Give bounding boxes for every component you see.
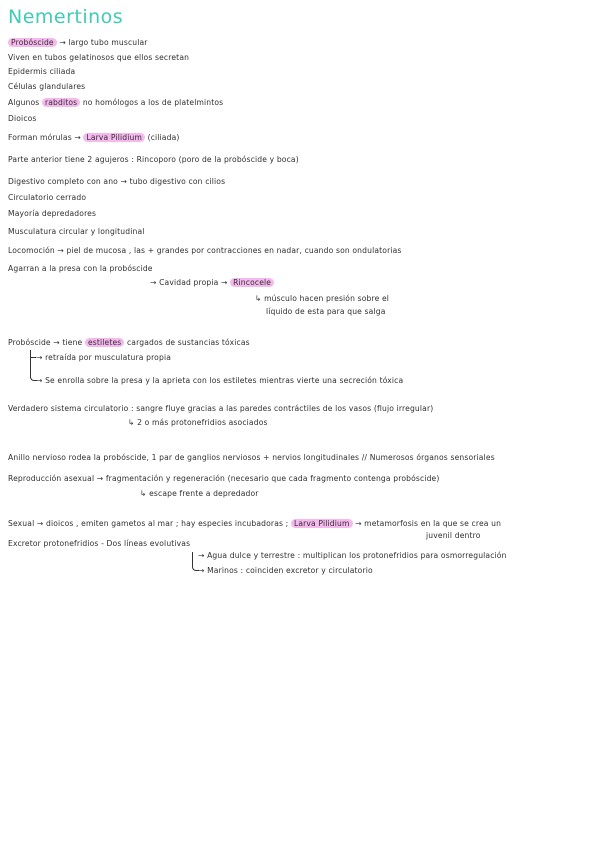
note-line: ↳ 2 o más protonefridios asociados (128, 418, 268, 427)
note-line: Mayoría depredadores (8, 209, 97, 218)
note-line (8, 338, 250, 348)
note-line: Locomoción → piel de mucosa , las + grandes por contracciones en nadar, cuando son ondulatorias (8, 246, 402, 255)
note-line (8, 519, 501, 529)
page-title: Nemertinos (8, 6, 124, 28)
note-line: Agarran a la presa con la probóscide (8, 264, 153, 273)
note-line: juvenil dentro (426, 531, 481, 540)
note-text: → largo tubo muscular (56, 38, 148, 47)
note-text: Sexual → dioicos , emiten gametos al mar ; hay especies incubadoras ; (8, 519, 291, 528)
note-line: → retraída por musculatura propia (36, 353, 172, 362)
note-line: Digestivo completo con ano → tubo digestivo con cilios (8, 177, 226, 186)
note-line (8, 133, 180, 143)
note-text: Forman mórulas → (8, 133, 84, 142)
note-text: (ciliada) (145, 133, 180, 142)
highlighted-term: Larva Pilidium (291, 519, 353, 528)
highlighted-term: estiletes (85, 338, 124, 347)
highlighted-term: Rincocele (230, 278, 274, 287)
note-text: Algunos (8, 98, 42, 107)
note-line: → Marinos : coinciden excretor y circulatorio (198, 566, 373, 575)
note-line: Anillo nervioso rodea la probóscide, 1 par de ganglios nerviosos + nervios longitudinales // Numerosos órganos sensoriales (8, 453, 495, 462)
note-line: Reproducción asexual → fragmentación y regeneración (necesario que cada fragmento contenga probóscide) (8, 474, 440, 483)
note-line (150, 278, 274, 288)
note-line: → Se enrolla sobre la presa y la aprieta con los estiletes mientras vierte una secreción tóxica (36, 376, 404, 385)
note-text: → metamorfosis en la que se crea un (352, 519, 502, 528)
note-line: Excretor protonefridios - Dos líneas evolutivas (8, 539, 191, 548)
note-line: Circulatorio cerrado (8, 193, 87, 202)
note-line: Células glandulares (8, 82, 86, 91)
note-text: cargados de sustancias tóxicas (124, 338, 250, 347)
highlighted-term: Probóscide (8, 38, 57, 47)
note-line: Verdadero sistema circulatorio : sangre fluye gracias a las paredes contráctiles de los vasos (flujo irregular) (8, 404, 434, 413)
note-line: Viven en tubos gelatinosos que ellos secretan (8, 53, 190, 62)
note-line: Parte anterior tiene 2 agujeros : Rincoporo (poro de la probóscide y boca) (8, 155, 299, 164)
note-line: → Agua dulce y terrestre : multiplican los protonefridios para osmorregulación (198, 551, 507, 560)
note-line: líquido de esta para que salga (266, 307, 386, 316)
highlighted-term: rabditos (42, 98, 80, 107)
note-line: ↳ músculo hacen presión sobre el (255, 294, 390, 303)
note-text: Probóscide → tiene (8, 338, 85, 347)
note-text: → Cavidad propia → (150, 278, 231, 287)
note-line: Dioicos (8, 114, 37, 123)
note-line: Musculatura circular y longitudinal (8, 227, 145, 236)
note-line (8, 98, 223, 108)
note-line: ↳ escape frente a depredador (140, 489, 259, 498)
note-line: Epidermis ciliada (8, 67, 76, 76)
highlighted-term: Larva Pilidium (83, 133, 145, 142)
note-line (8, 38, 148, 48)
note-text: no homólogos a los de platelmintos (80, 98, 224, 107)
